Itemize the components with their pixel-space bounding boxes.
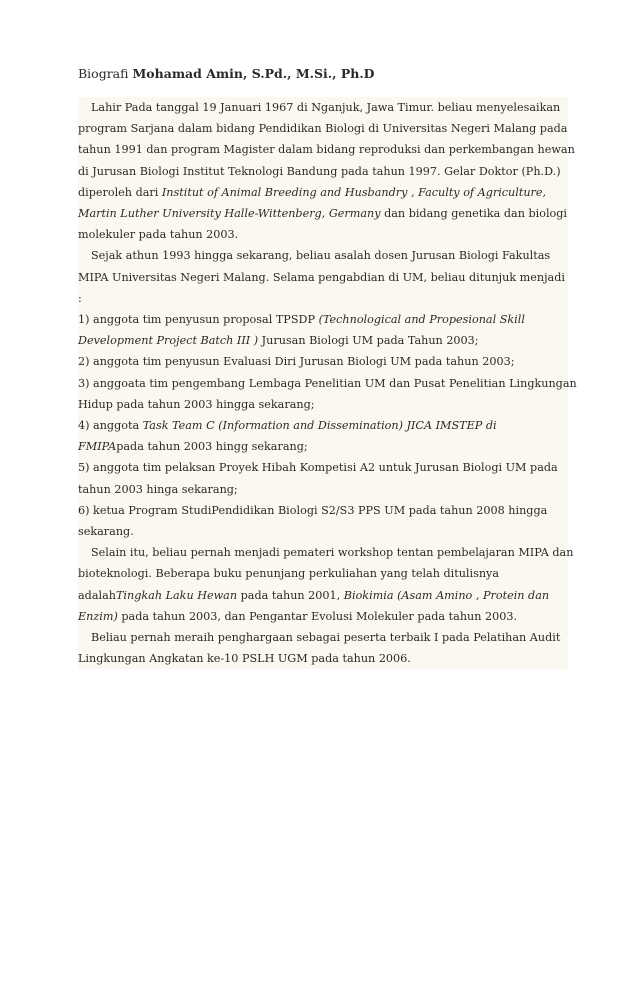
text-line	[78, 606, 568, 627]
text-line	[78, 267, 568, 288]
text-line	[78, 139, 575, 160]
text-run: pada tahun 2001,	[237, 588, 344, 602]
text-line	[78, 309, 568, 330]
text-line	[78, 182, 568, 203]
text-run: pada tahun 2003, dan Pengantar Evolusi Molekuler pada tahun 2003.	[117, 609, 518, 623]
italic-text: Martin Luther University Halle-Wittenberg, Germany	[78, 207, 381, 221]
text-run: diperoleh dari	[78, 185, 162, 199]
text-run: di Jurusan Biologi Institut Teknologi Bandung pada tahun 1997. Gelar Doktor (Ph.D.)	[78, 164, 561, 178]
text-line	[78, 585, 568, 606]
text-run: 4) anggota	[78, 419, 143, 433]
text-run: bioteknologi. Beberapa buku penunjang perkuliahan yang telah ditulisnya	[78, 567, 500, 581]
text-run: program Sarjana dalam bidang Pendidikan Biologi di Universitas Negeri Malang pada	[78, 122, 568, 136]
text-run: pada tahun 2003 hingg sekarang;	[116, 440, 308, 454]
title-prefix: Biografi	[78, 66, 133, 81]
text-line	[78, 118, 568, 139]
text-line	[78, 457, 568, 478]
italic-text: Enzim)	[78, 609, 118, 623]
text-line	[78, 648, 568, 669]
text-run: Lahir Pada tanggal 19 Januari 1967 di Nganjuk, Jawa Timur. beliau menyelesaikan	[91, 101, 561, 114]
text-line	[78, 521, 568, 542]
text-line	[78, 245, 568, 266]
text-line	[78, 627, 568, 648]
text-line	[78, 479, 568, 500]
text-line	[78, 500, 568, 521]
text-line	[78, 373, 577, 394]
text-run: molekuler pada tahun 2003.	[78, 228, 239, 242]
text-run: 1) anggota tim penyusun proposal TPSDP	[78, 313, 319, 327]
text-run: 3) anggoata tim pengembang Lembaga Penelitian UM dan Pusat Penelitian Lingkungan	[78, 376, 577, 390]
text-line	[78, 351, 568, 372]
text-run: adalah	[78, 588, 116, 602]
text-run: 6) ketua Program StudiPendidikan Biologi S2/S3 PPS UM pada tahun 2008 hingga	[78, 503, 548, 517]
text-line	[78, 161, 568, 182]
text-run: dan bidang genetika dan biologi	[380, 207, 567, 221]
text-run: Jurusan Biologi UM pada Tahun 2003;	[258, 334, 479, 348]
text-line	[78, 224, 568, 245]
italic-text: Institut of Animal Breeding and Husbandry , Faculty of Agriculture,	[161, 185, 547, 199]
italic-text: FMIPA	[78, 440, 117, 454]
page-title	[78, 66, 568, 82]
text-run: sekarang.	[78, 525, 134, 539]
italic-text: Development Project Batch III )	[78, 334, 259, 348]
text-line	[78, 415, 568, 436]
text-run: Lingkungan Angkatan ke-10 PSLH UGM pada tahun 2006.	[78, 652, 411, 666]
italic-text: Task Team C (Information and Dissemination) JICA IMSTEP di	[142, 419, 497, 433]
document-page	[78, 66, 577, 669]
text-line	[78, 330, 568, 351]
text-line	[78, 563, 568, 584]
text-line	[78, 394, 568, 415]
italic-text: Tingkah Laku Hewan	[115, 588, 238, 602]
title-name: Mohamad Amin, S.Pd., M.Si., Ph.D	[132, 66, 375, 81]
text-run: Selain itu, beliau pernah menjadi pemateri workshop tentan pembelajaran MIPA dan	[91, 546, 574, 560]
text-run: Sejak athun 1993 hingga sekarang, beliau asalah dosen Jurusan Biologi Fakultas	[91, 249, 551, 263]
text-line	[78, 203, 568, 224]
text-run: Hidup pada tahun 2003 hingga sekarang;	[78, 397, 315, 411]
text-line	[78, 288, 568, 309]
italic-text: Biokimia (Asam Amino , Protein dan	[343, 588, 550, 602]
text-run: Beliau pernah meraih penghargaan sebagai peserta terbaik I pada Pelatihan Audit	[91, 631, 561, 645]
biography-body	[78, 97, 577, 669]
text-run: :	[78, 291, 82, 305]
text-run: 2) anggota tim penyusun Evaluasi Diri Jurusan Biologi UM pada tahun 2003;	[78, 355, 515, 369]
text-run: MIPA Universitas Negeri Malang. Selama pengabdian di UM, beliau ditunjuk menjadi	[78, 270, 565, 284]
text-line	[78, 97, 568, 118]
text-run: tahun 2003 hinga sekarang;	[78, 482, 238, 496]
text-run: tahun 1991 dan program Magister dalam bidang reproduksi dan perkembangan hewan	[78, 143, 575, 157]
text-line	[78, 436, 568, 457]
text-run: 5) anggota tim pelaksan Proyek Hibah Kompetisi A2 untuk Jurusan Biologi UM pada	[78, 461, 558, 475]
italic-text: (Technological and Propesional Skill	[318, 313, 525, 327]
text-line	[78, 542, 574, 563]
